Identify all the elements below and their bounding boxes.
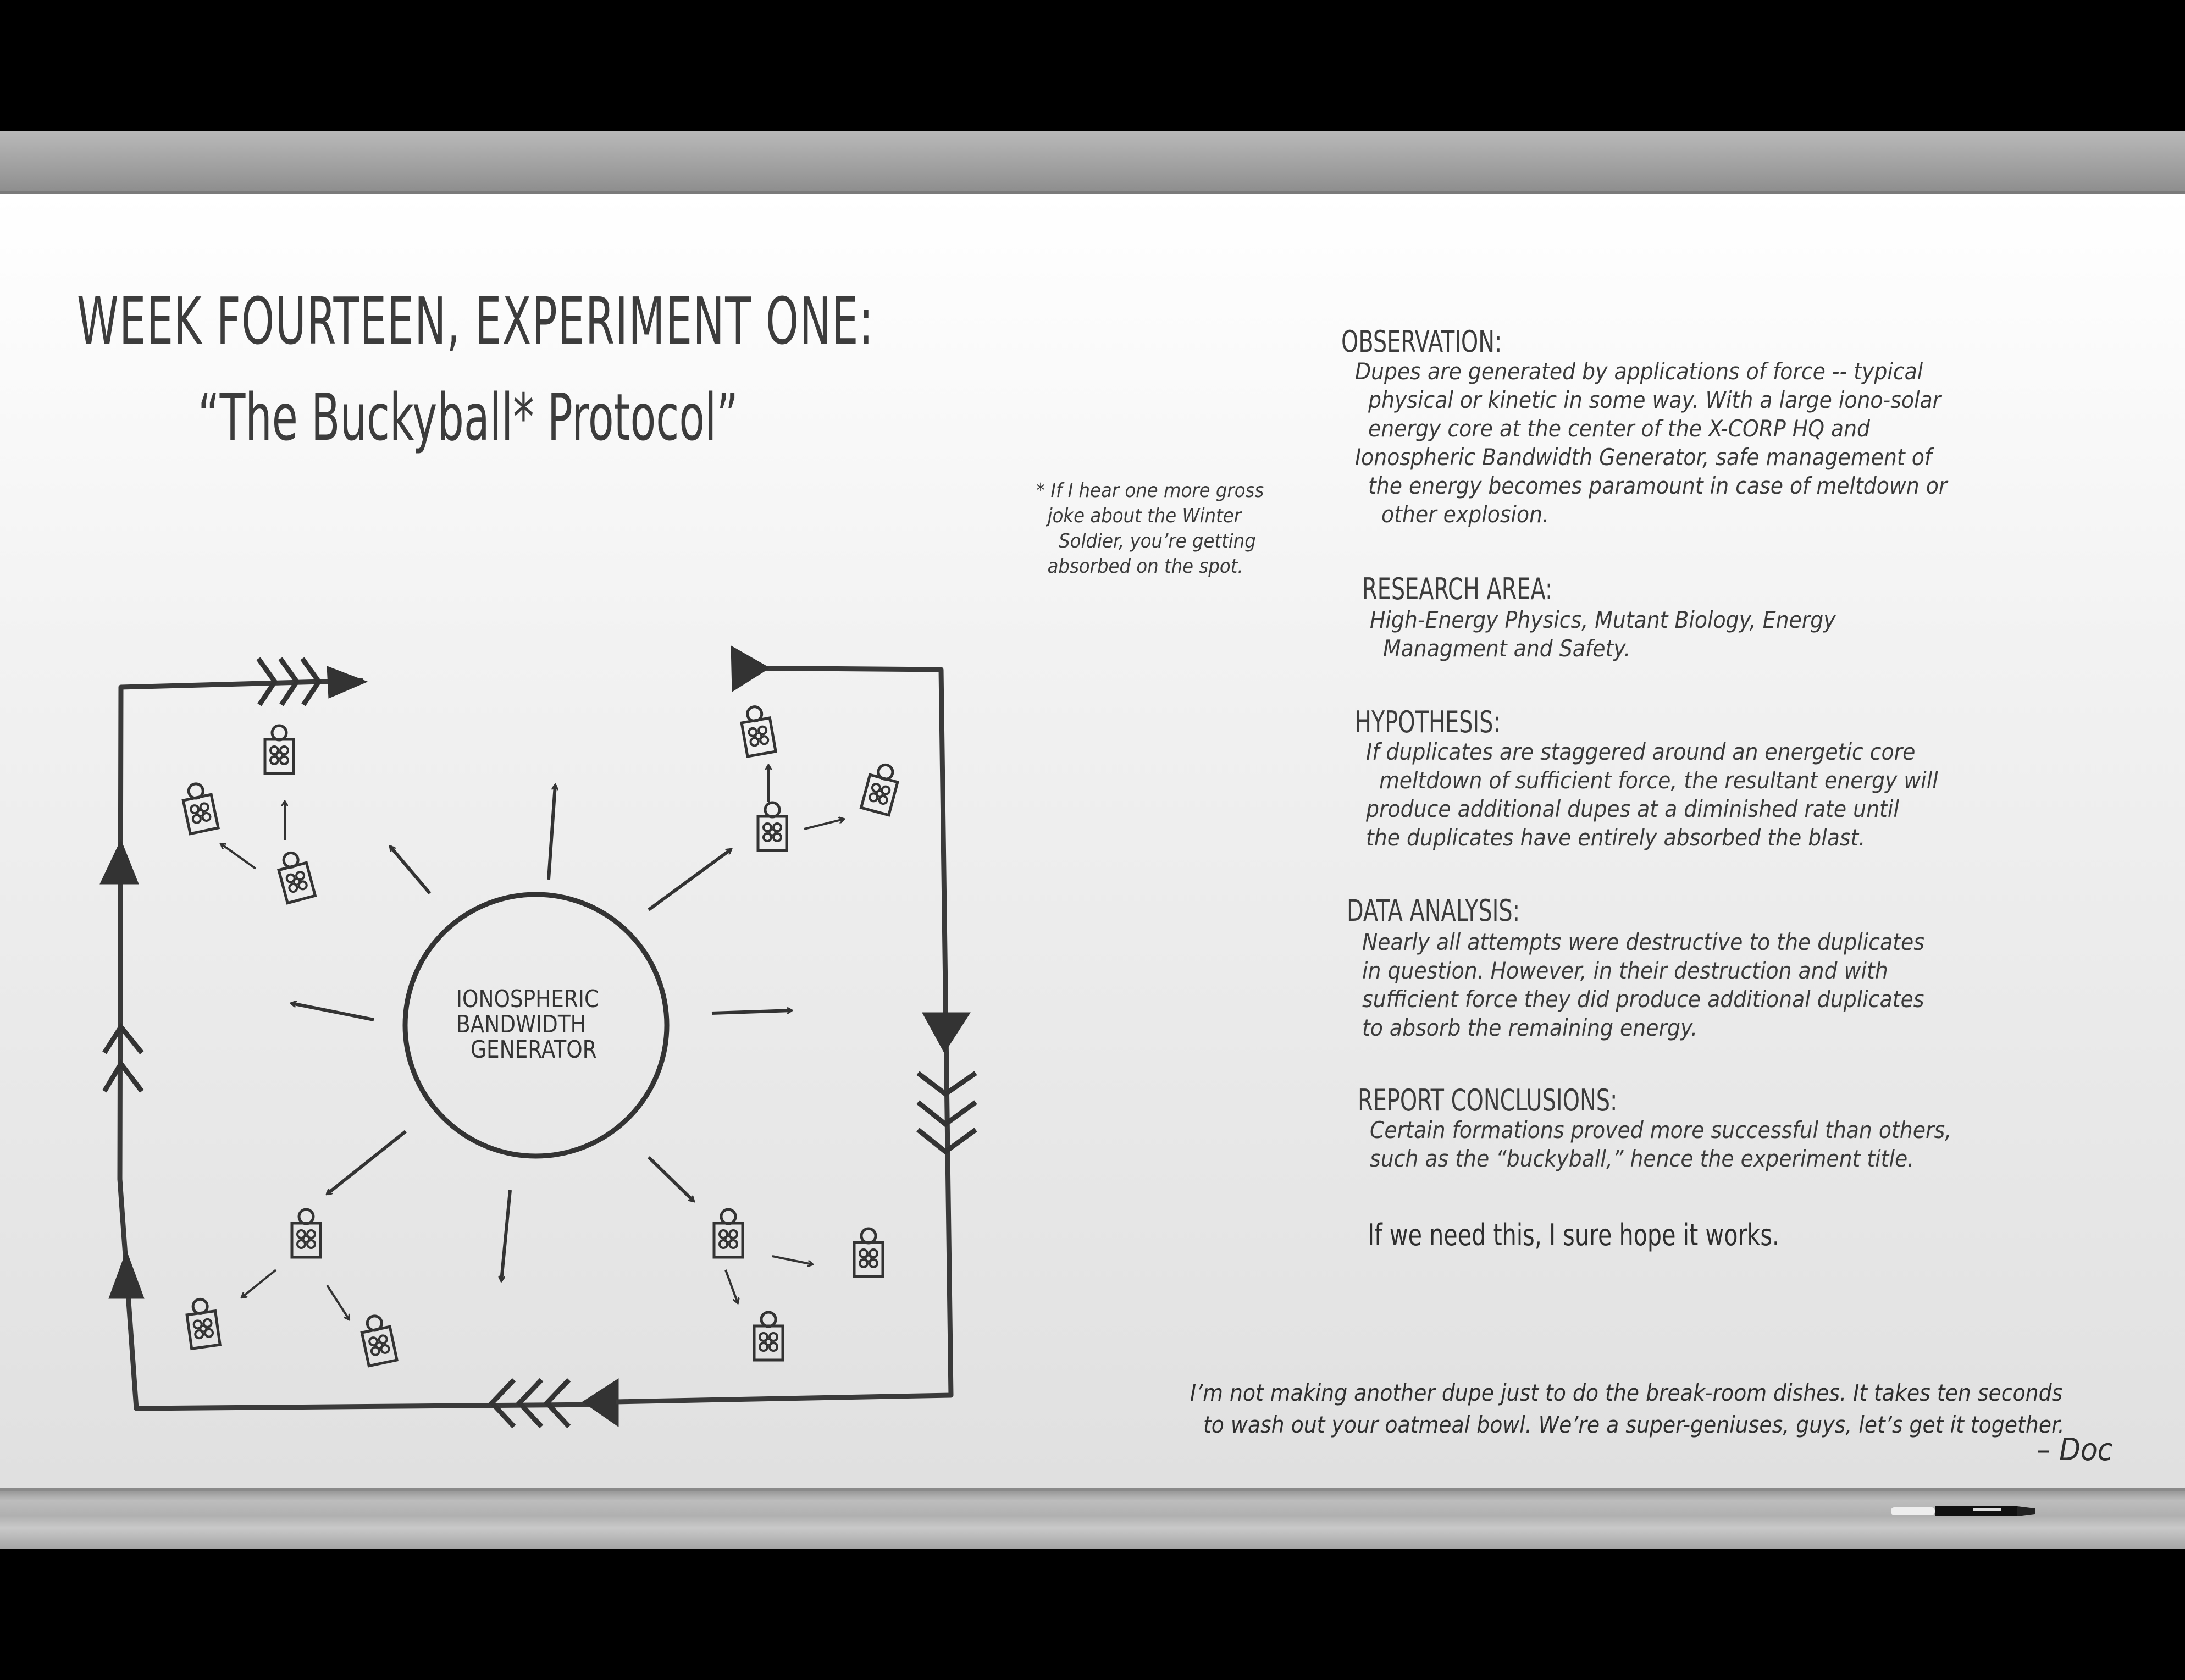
research-area-body: High-Energy Physics, Mutant Biology, Energy Managment and Safety. [1370, 606, 1836, 662]
report-conclusions-heading: REPORT CONCLUSIONS: [1358, 1083, 1618, 1118]
hypothesis-heading: HYPOTHESIS: [1355, 705, 1501, 739]
closing-quote: If we need this, I sure hope it works. [1368, 1218, 1779, 1252]
signature: – Doc [2037, 1432, 2113, 1468]
page-subtitle: “The Buckyball* Protocol” [198, 379, 738, 455]
research-area-heading: RESEARCH AREA: [1362, 572, 1553, 606]
generator-label-line-1: IONOSPHERIC [456, 985, 599, 1013]
hypothesis-body: If duplicates are staggered around an energetic core meltdown of sufficient force, the resultant energy will produce additional dupes at a diminished rate until the duplicates have entirely absorbed the blast. [1366, 738, 1938, 851]
observation-body: Dupes are generated by applications of force -- typical physical or kinetic in some way. With a large iono-solar energy core at the center of the X-CORP HQ and Ionospheric Bandwidth Generator, safe management of the energy becomes paramount in case of meltdown or other explosion. [1355, 358, 1948, 528]
report-conclusions-body: Certain formations proved more successful than others, such as the “buckyball,” hence the experiment title. [1370, 1117, 1952, 1172]
data-analysis-heading: DATA ANALYSIS: [1347, 893, 1520, 928]
generator-label-line-2: BANDWIDTH [456, 1010, 586, 1038]
dishes-note: I’m not making another dupe just to do the break-room dishes. It takes ten seconds to wash out your oatmeal bowl. We’re a super-geniuses, guys, let’s get it together. [1190, 1379, 2065, 1438]
footnote: * If I hear one more gross joke about the Winter Soldier, you’re getting absorbed on the spot. [1036, 479, 1264, 578]
observation-heading: OBSERVATION: [1341, 324, 1502, 359]
generator-label-line-3: GENERATOR [471, 1036, 597, 1064]
data-analysis-body: Nearly all attempts were destructive to the duplicates in question. However, in their destruction and with sufficient force they did produce additional duplicates to absorb the remaining energy. [1362, 929, 1924, 1041]
page-title: WEEK FOURTEEN, EXPERIMENT ONE: [77, 283, 875, 359]
